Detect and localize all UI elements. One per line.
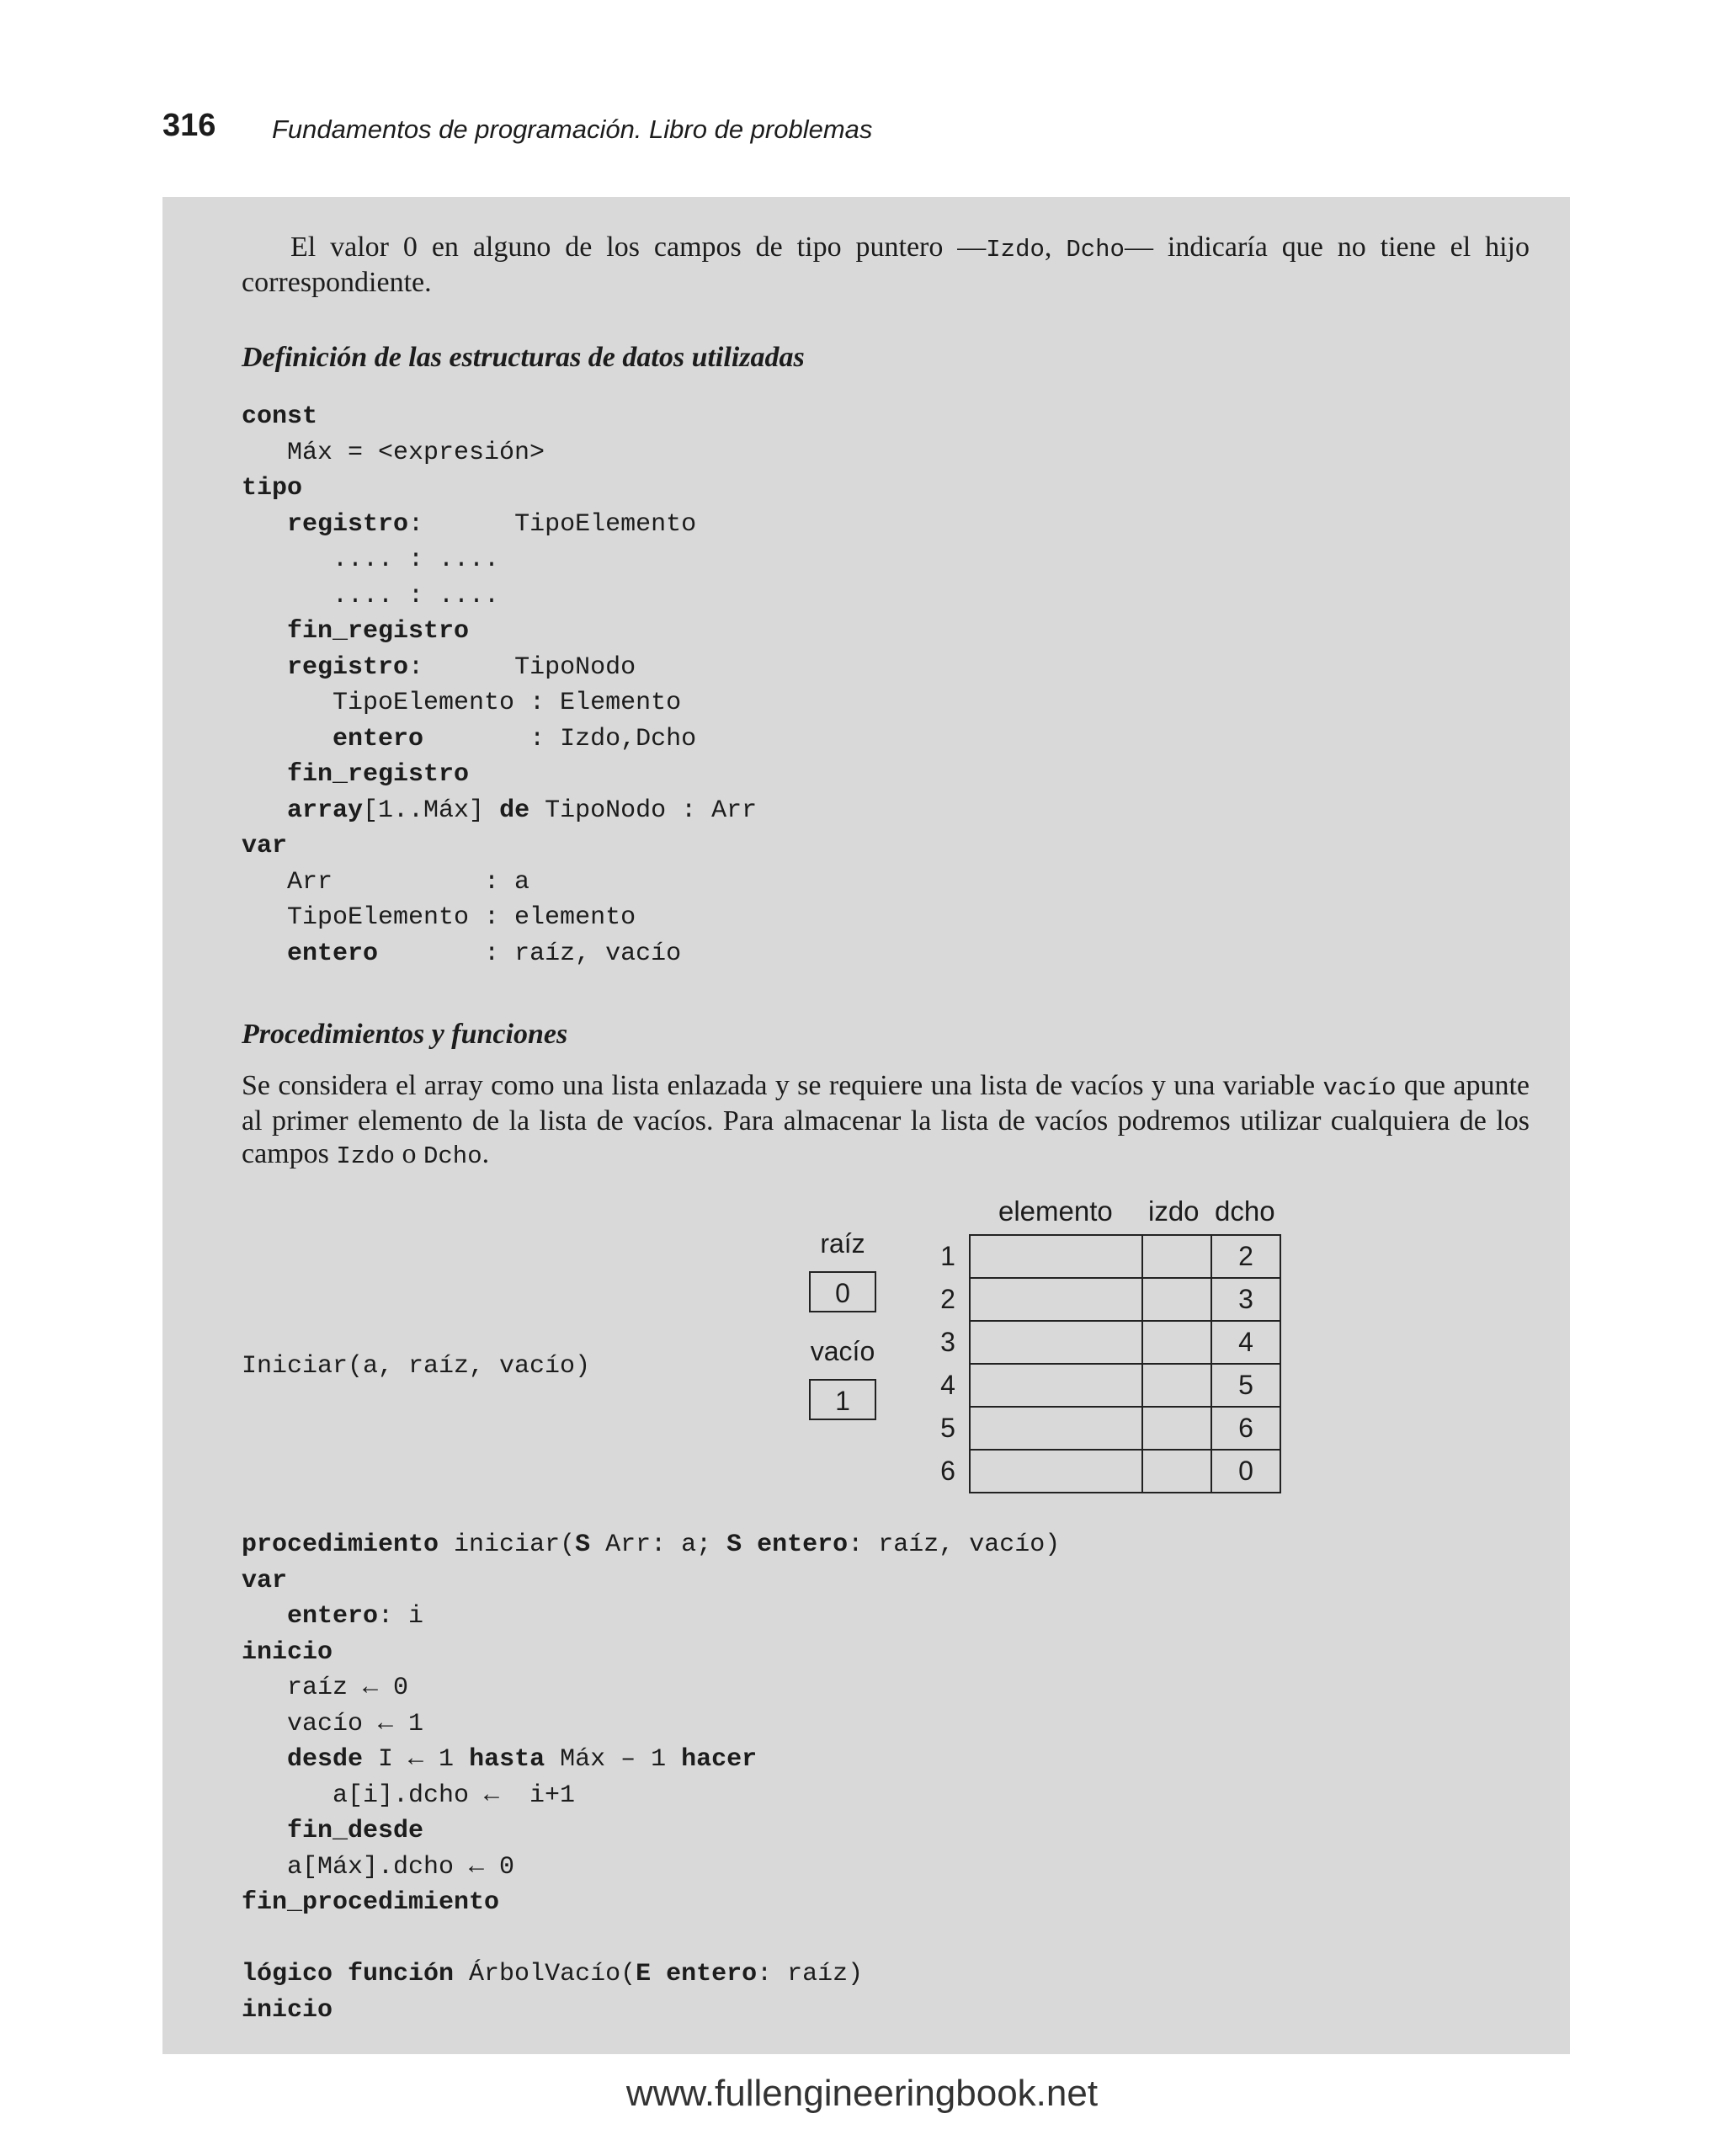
code-izdo: Izdo — [986, 236, 1045, 264]
row-index: 6 — [940, 1456, 955, 1486]
code-dcho: Dcho — [1066, 236, 1125, 264]
col-header-izdo: izdo — [1148, 1195, 1200, 1227]
cell-izdo — [1141, 1406, 1212, 1451]
section-title-procedures: Procedimientos y funciones — [242, 1019, 568, 1050]
vacio-label: vacío — [810, 1336, 875, 1366]
vacio-value-box: 1 — [809, 1379, 876, 1420]
cell-elemento — [969, 1449, 1143, 1493]
footer-url: www.fullengineeringbook.net — [625, 2073, 1099, 2114]
cell-dcho: 2 — [1211, 1234, 1281, 1279]
section-title-structures: Definición de las estructuras de datos utilizadas — [242, 342, 805, 373]
cell-elemento — [969, 1234, 1143, 1279]
cell-dcho: 4 — [1211, 1320, 1281, 1365]
raiz-label: raíz — [820, 1228, 865, 1259]
code-block-structures: const Máx = <expresión> tipo registro: TipoElemento .... : .... .... : .... fin_registro registro: TipoNodo TipoElemento : Elemento entero : Izdo,Dcho fin_registro array[1..Máx] de TipoNodo : Arr var Arr : a TipoElemento : elemento entero : raíz, vacío — [242, 402, 758, 968]
cell-dcho: 6 — [1211, 1406, 1281, 1451]
cell-izdo — [1141, 1277, 1212, 1322]
cell-elemento — [969, 1320, 1143, 1365]
cell-dcho: 5 — [1211, 1363, 1281, 1408]
cell-dcho: 3 — [1211, 1277, 1281, 1322]
iniciar-call: Iniciar(a, raíz, vacío) — [242, 1352, 591, 1381]
content-panel — [162, 197, 1570, 2054]
cell-elemento — [969, 1277, 1143, 1322]
col-header-elemento: elemento — [998, 1195, 1113, 1227]
raiz-value-box: 0 — [809, 1271, 876, 1312]
book-title: Fundamentos de programación. Libro de problemas — [272, 114, 873, 144]
procedures-paragraph: Se considera el array como una lista enlazada y se requiere una lista de vacíos y una variable vacío que apunte al primer elemento de la lista de vacíos. Para almacenar la lista de vacíos podremos utilizar cualquiera de los campos Izdo o Dcho. — [242, 1070, 1530, 1170]
cell-elemento — [969, 1363, 1143, 1408]
code-block-iniciar: procedimiento iniciar(S Arr: a; S entero: raíz, vacío) var entero: i inicio raíz ← 0 vacío ← 1 desde I ← 1 hasta Máx – 1 hacer a[i].dcho ← i+1 fin_desde a[Máx].dcho ← 0 fin_procedimiento lógico función ÁrbolVacío(E entero: raíz) inicio — [242, 1530, 1061, 2025]
cell-izdo — [1141, 1449, 1212, 1493]
cell-dcho: 0 — [1211, 1449, 1281, 1493]
row-index: 3 — [940, 1327, 955, 1357]
col-header-dcho: dcho — [1215, 1195, 1275, 1227]
code-izdo-2: Izdo — [336, 1142, 395, 1170]
cell-izdo — [1141, 1320, 1212, 1365]
row-index: 1 — [940, 1241, 955, 1271]
row-index: 2 — [940, 1284, 955, 1314]
row-index: 4 — [940, 1370, 955, 1400]
cell-izdo — [1141, 1234, 1212, 1279]
cell-izdo — [1141, 1363, 1212, 1408]
row-index: 5 — [940, 1413, 955, 1443]
cell-elemento — [969, 1406, 1143, 1451]
code-vacio: vacío — [1322, 1074, 1397, 1102]
code-dcho-2: Dcho — [423, 1142, 482, 1170]
page-number: 316 — [162, 108, 216, 143]
intro-paragraph: El valor 0 en alguno de los campos de tipo puntero —Izdo, Dcho— indicaría que no tiene el hijo correspondiente. — [242, 232, 1530, 298]
